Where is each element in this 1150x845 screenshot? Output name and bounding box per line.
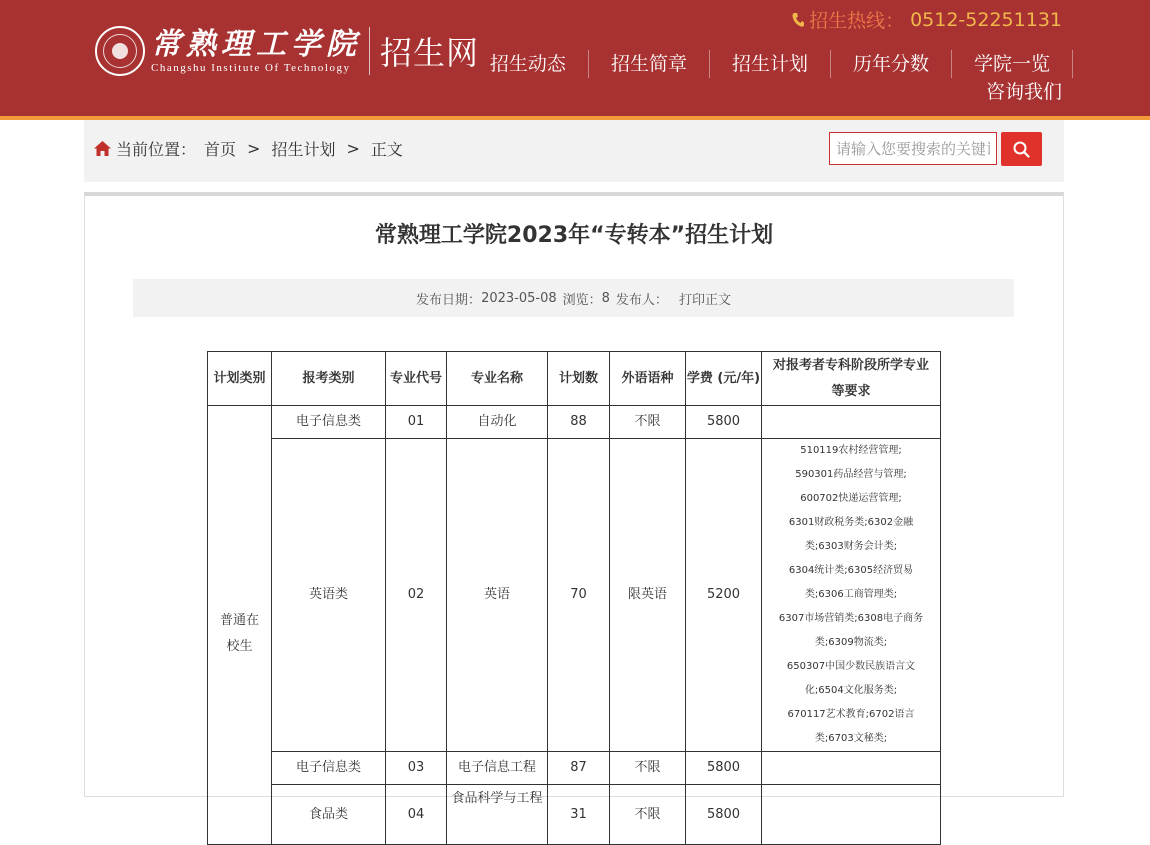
hotline bbox=[792, 6, 1062, 33]
site-header bbox=[0, 0, 1150, 120]
requirement-line: 6301财政税务类;6302金融 bbox=[788, 517, 914, 528]
nav-item-admission-brochure[interactable]: 招生简章 bbox=[589, 50, 710, 78]
table-cell-code: 01 bbox=[386, 406, 447, 439]
table-cell-language: 不限 bbox=[610, 785, 686, 845]
search-input[interactable] bbox=[829, 132, 997, 165]
search-button[interactable] bbox=[1001, 132, 1042, 166]
table-cell-major: 英语 bbox=[447, 439, 548, 752]
nav-item-colleges[interactable]: 学院一览 bbox=[952, 50, 1073, 78]
hotline-label: 招生热线： bbox=[809, 10, 905, 32]
table-header: 专业代号 bbox=[386, 352, 447, 406]
table-header: 外语语种 bbox=[610, 352, 686, 406]
article-meta bbox=[133, 279, 1014, 317]
table-header-row bbox=[208, 352, 941, 406]
table-cell-category: 食品类 bbox=[272, 785, 386, 845]
table-row bbox=[208, 406, 941, 439]
breadcrumb bbox=[94, 137, 403, 160]
nav-item-admission-plan[interactable]: 招生计划 bbox=[710, 50, 831, 78]
nav-item-past-scores[interactable]: 历年分数 bbox=[831, 50, 952, 78]
table-cell-major: 自动化 bbox=[447, 406, 548, 439]
site-name: 招生网 bbox=[380, 34, 480, 72]
table-cell-code: 03 bbox=[386, 752, 447, 785]
views-label: 浏览： bbox=[562, 292, 602, 308]
print-link[interactable]: 打印正文 bbox=[678, 292, 731, 308]
table-cell-major: 食品科学与工程 bbox=[447, 785, 548, 845]
school-seal-icon bbox=[95, 26, 145, 76]
search-box bbox=[829, 132, 1042, 166]
breadcrumb-current: 正文 bbox=[370, 140, 403, 159]
breadcrumb-separator: > bbox=[247, 139, 261, 158]
table-cell-code: 04 bbox=[386, 785, 447, 845]
requirement-line: 化;6504文化服务类; bbox=[804, 685, 898, 696]
logo-chinese-name: 常熟理工学院 bbox=[151, 27, 361, 62]
article-card bbox=[84, 192, 1064, 822]
breadcrumb-bar bbox=[84, 120, 1064, 182]
requirement-line: 650307中国少数民族语言文 bbox=[786, 661, 916, 672]
table-header: 报考类别 bbox=[272, 352, 386, 406]
article-title: 常熟理工学院2023年“专转本”招生计划 bbox=[374, 223, 774, 248]
views-count: 8 bbox=[601, 290, 610, 306]
table-cell-fee: 5800 bbox=[686, 406, 762, 439]
requirement-line: 590301药品经营与管理; bbox=[795, 469, 907, 480]
table-header: 专业名称 bbox=[447, 352, 548, 406]
table-cell-fee: 5800 bbox=[686, 785, 762, 845]
home-icon bbox=[94, 141, 111, 156]
requirement-line: 670117艺术教育;6702语言 bbox=[787, 709, 915, 720]
table-cell-requirements bbox=[762, 439, 941, 752]
table-header: 计划类别 bbox=[208, 352, 272, 406]
table-cell-category: 电子信息类 bbox=[272, 752, 386, 785]
admission-plan-table bbox=[207, 351, 941, 845]
table-cell-code: 02 bbox=[386, 439, 447, 752]
hotline-number: 0512-52251131 bbox=[910, 8, 1062, 31]
table-cell-count: 70 bbox=[548, 439, 610, 752]
table-cell-requirements bbox=[762, 752, 941, 785]
table-cell-count: 31 bbox=[548, 785, 610, 845]
breadcrumb-separator: > bbox=[346, 139, 360, 158]
plan-category-cell: 普通在校生 bbox=[208, 406, 272, 845]
phone-icon bbox=[792, 13, 804, 27]
requirement-line: 6304统计类;6305经济贸易 bbox=[788, 565, 914, 576]
table-cell-fee: 5200 bbox=[686, 439, 762, 752]
requirement-line: 类;6306工商管理类; bbox=[804, 589, 898, 600]
requirement-line: 类;6309物流类; bbox=[814, 637, 888, 648]
requirement-line: 510119农村经营管理; bbox=[800, 445, 902, 456]
table-cell-language: 不限 bbox=[610, 752, 686, 785]
table-cell-language: 限英语 bbox=[610, 439, 686, 752]
table-row bbox=[208, 752, 941, 785]
publisher-label: 发布人： bbox=[615, 292, 668, 308]
logo[interactable] bbox=[95, 23, 479, 79]
publish-date-label: 发布日期： bbox=[416, 292, 482, 308]
table-cell-requirements bbox=[762, 785, 941, 845]
table-cell-count: 88 bbox=[548, 406, 610, 439]
table-cell-fee: 5800 bbox=[686, 752, 762, 785]
requirement-line: 600702快递运营管理; bbox=[800, 493, 902, 504]
requirement-line: 6307市场营销类;6308电子商务 bbox=[778, 613, 924, 624]
logo-english-name: Changshu Institute Of Technology bbox=[151, 62, 351, 74]
table-cell-category: 英语类 bbox=[272, 439, 386, 752]
nav-item-admission-news[interactable]: 招生动态 bbox=[468, 50, 589, 78]
table-header: 计划数 bbox=[548, 352, 610, 406]
table-header: 对报考者专科阶段所学专业等要求 bbox=[762, 352, 941, 406]
publish-date: 2023-05-08 bbox=[481, 290, 557, 306]
requirement-line: 类;6703文秘类; bbox=[814, 733, 888, 744]
breadcrumb-admission-plan[interactable]: 招生计划 bbox=[271, 140, 336, 159]
table-cell-requirements bbox=[762, 406, 941, 439]
nav-item-contact[interactable]: 咨询我们 bbox=[985, 81, 1062, 103]
breadcrumb-prefix: 当前位置： bbox=[116, 140, 197, 159]
table-cell-category: 电子信息类 bbox=[272, 406, 386, 439]
main-nav bbox=[458, 50, 1073, 106]
table-cell-language: 不限 bbox=[610, 406, 686, 439]
requirement-line: 类;6303财务会计类; bbox=[804, 541, 898, 552]
table-row bbox=[208, 785, 941, 845]
table-cell-major: 电子信息工程 bbox=[447, 752, 548, 785]
breadcrumb-home[interactable]: 首页 bbox=[204, 140, 237, 159]
search-icon bbox=[1013, 141, 1030, 158]
table-row bbox=[208, 439, 941, 752]
table-cell-count: 87 bbox=[548, 752, 610, 785]
table-header: 学费 (元/年) bbox=[686, 352, 762, 406]
logo-divider bbox=[369, 27, 370, 75]
